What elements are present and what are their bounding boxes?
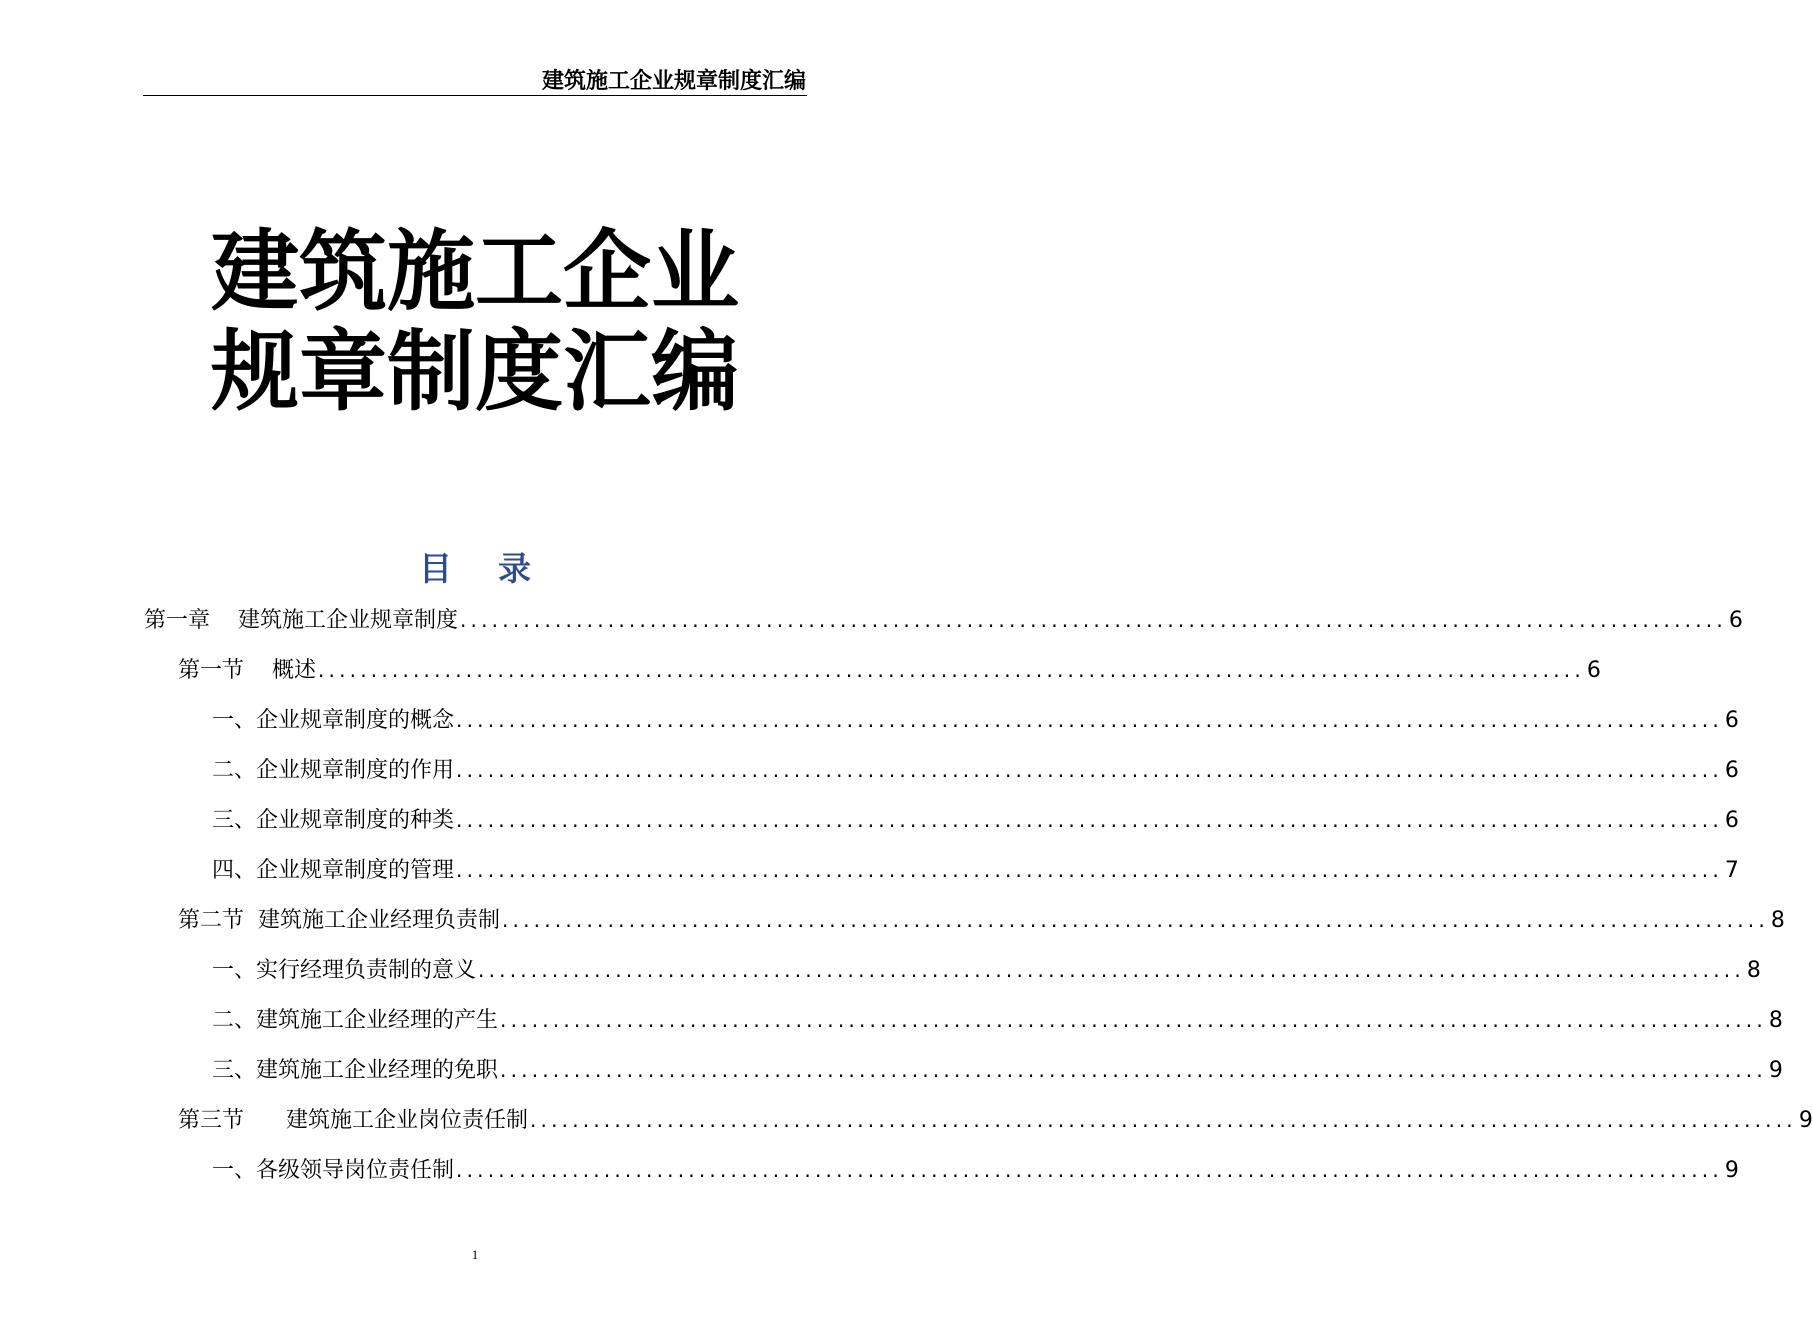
toc-entry-text: 一、实行经理负责制的意义 — [212, 958, 477, 983]
toc-entry-text: 二、企业规章制度的作用 — [212, 758, 455, 783]
toc-dot-leader: ........................................................................................................................ — [317, 658, 1585, 682]
toc-entry-text: 第三节 建筑施工企业岗位责任制 — [178, 1108, 528, 1133]
toc-page-number: 6 — [1728, 608, 1743, 633]
toc-page-number: 9 — [1768, 1058, 1783, 1083]
toc-page-number: 6 — [1724, 808, 1739, 833]
toc-entry-chapter-1[interactable] — [144, 600, 1743, 650]
toc-dot-leader: ........................................................................................................................ — [456, 858, 1723, 882]
toc-dot-leader: ........................................................................................................................ — [478, 958, 1745, 982]
document-title-line-1: 建筑施工企业 — [210, 220, 739, 323]
toc-entry-item[interactable] — [144, 850, 1739, 900]
toc-dot-leader: ........................................................................................................................ — [459, 608, 1727, 632]
toc-entry-text: 第一章 建筑施工企业规章制度 — [144, 608, 458, 633]
toc-entry-item[interactable] — [144, 1050, 1783, 1100]
toc-entry-text: 第一节 概述 — [178, 658, 316, 683]
toc-page-number: 8 — [1768, 1008, 1783, 1033]
toc-entry-section-2[interactable] — [144, 900, 1785, 950]
toc-page-number: 6 — [1724, 708, 1739, 733]
toc-dot-leader: ........................................................................................................................ — [456, 758, 1723, 782]
toc-page-number: 8 — [1770, 908, 1785, 933]
toc-page-number: 9 — [1798, 1108, 1813, 1133]
document-title-line-2: 规章制度汇编 — [210, 320, 739, 423]
table-of-contents — [144, 600, 1813, 1200]
toc-page-number: 8 — [1746, 958, 1761, 983]
toc-dot-leader: ........................................................................................................................ — [502, 908, 1769, 932]
toc-entry-item[interactable] — [144, 950, 1761, 1000]
toc-entry-item[interactable] — [144, 800, 1739, 850]
toc-entry-text: 三、企业规章制度的种类 — [212, 808, 455, 833]
toc-entry-item[interactable] — [144, 750, 1739, 800]
toc-page-number: 7 — [1724, 858, 1739, 883]
toc-entry-text: 二、建筑施工企业经理的产生 — [212, 1008, 499, 1033]
toc-page-number: 6 — [1586, 658, 1601, 683]
toc-entry-section-3[interactable] — [144, 1100, 1813, 1150]
running-header: 建筑施工企业规章制度汇编 — [541, 69, 806, 94]
toc-entry-item[interactable] — [144, 1150, 1739, 1200]
toc-entry-item[interactable] — [144, 700, 1739, 750]
toc-page-number: 6 — [1724, 758, 1739, 783]
toc-entry-item[interactable] — [144, 1000, 1783, 1050]
toc-entry-text: 一、企业规章制度的概念 — [212, 708, 455, 733]
toc-dot-leader: ........................................................................................................................ — [456, 708, 1723, 732]
toc-entry-text: 三、建筑施工企业经理的免职 — [212, 1058, 499, 1083]
toc-entry-text: 四、企业规章制度的管理 — [212, 858, 455, 883]
toc-page-number: 9 — [1724, 1158, 1739, 1183]
toc-entry-section-1[interactable] — [144, 650, 1601, 700]
toc-heading: 目 录 — [419, 549, 531, 588]
toc-entry-text: 一、各级领导岗位责任制 — [212, 1158, 455, 1183]
toc-dot-leader: ........................................................................................................................ — [456, 808, 1723, 832]
page-number: 1 — [471, 1247, 479, 1262]
toc-dot-leader: ........................................................................................................................ — [456, 1158, 1723, 1182]
toc-dot-leader: ........................................................................................................................ — [529, 1108, 1797, 1132]
toc-dot-leader: ........................................................................................................................ — [500, 1008, 1767, 1032]
header-divider — [143, 95, 807, 96]
toc-entry-text: 第二节 建筑施工企业经理负责制 — [178, 908, 500, 933]
toc-dot-leader: ........................................................................................................................ — [500, 1058, 1767, 1082]
